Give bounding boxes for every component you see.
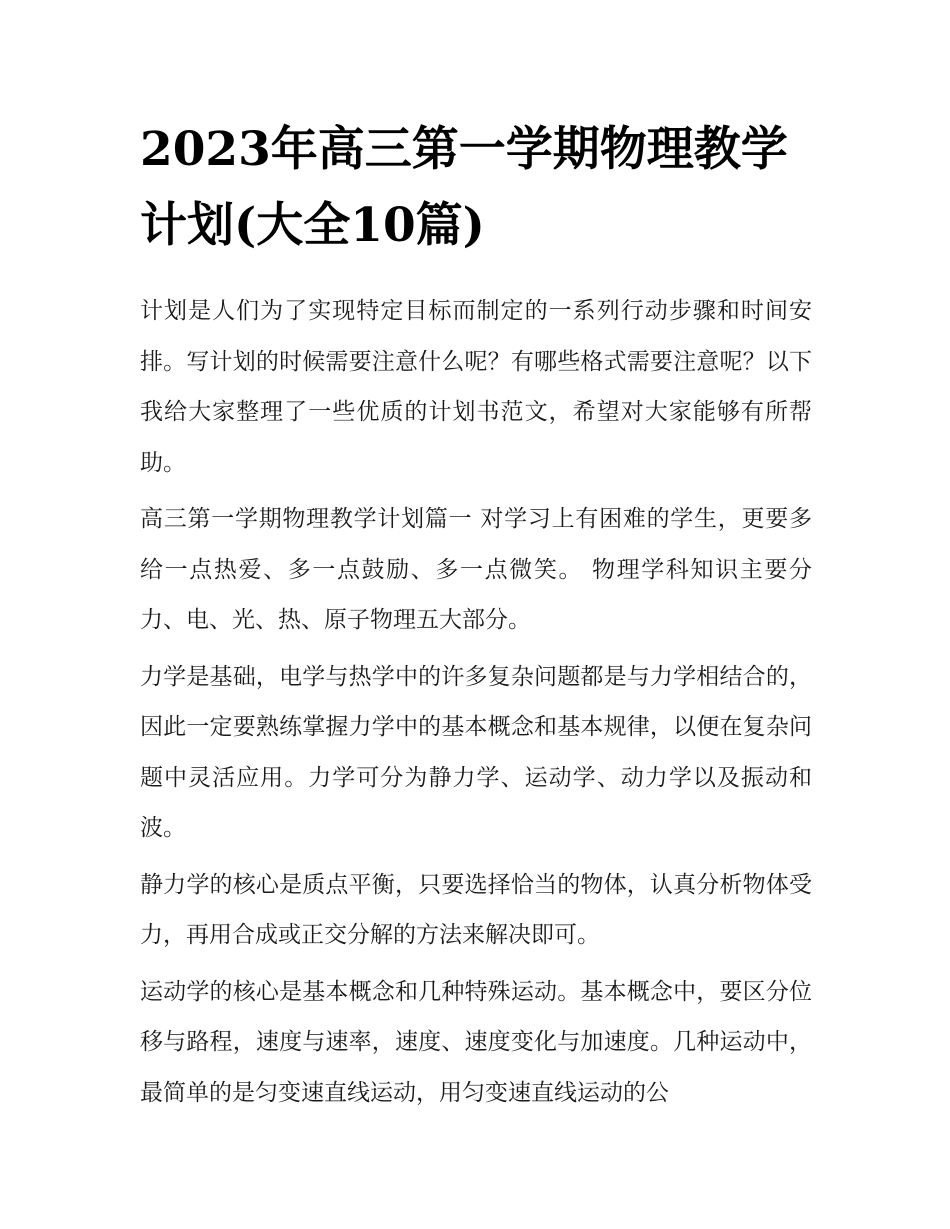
paragraph-intro: 计划是人们为了实现特定目标而制定的一系列行动步骤和时间安排。写计划的时候需要注意什么呢？有哪些格式需要注意呢？以下我给大家整理了一些优质的计划书范文，希望对大家能够有所帮助。 bbox=[140, 298, 812, 476]
paragraph-section-one: 高三第一学期物理教学计划篇一 对学习上有困难的学生，更要多给一点热爱、多一点鼓励、多一点微笑。 物理学科知识主要分力、电、光、热、原子物理五大部分。 bbox=[140, 506, 812, 633]
paragraph-statics: 静力学的核心是质点平衡，只要选择恰当的物体，认真分析物体受力，再用合成或正交分解的方法来解决即可。 bbox=[140, 871, 812, 948]
document-body bbox=[140, 112, 812, 1124]
paragraph-kinematics: 运动学的核心是基本概念和几种特殊运动。基本概念中，要区分位移与路程，速度与速率，速度、速度变化与加速度。几种运动中，最简单的是匀变速直线运动，用匀变速直线运动的公 bbox=[140, 978, 812, 1106]
document-title: 2023年高三第一学期物理教学计划(大全10篇) bbox=[140, 122, 788, 253]
paragraph-mechanics: 力学是基础，电学与热学中的许多复杂问题都是与力学相结合的，因此一定要熟练掌握力学中的基本概念和基本规律，以便在复杂问题中灵活应用。力学可分为静力学、运动学、动力学以及振动和波。 bbox=[140, 663, 812, 841]
